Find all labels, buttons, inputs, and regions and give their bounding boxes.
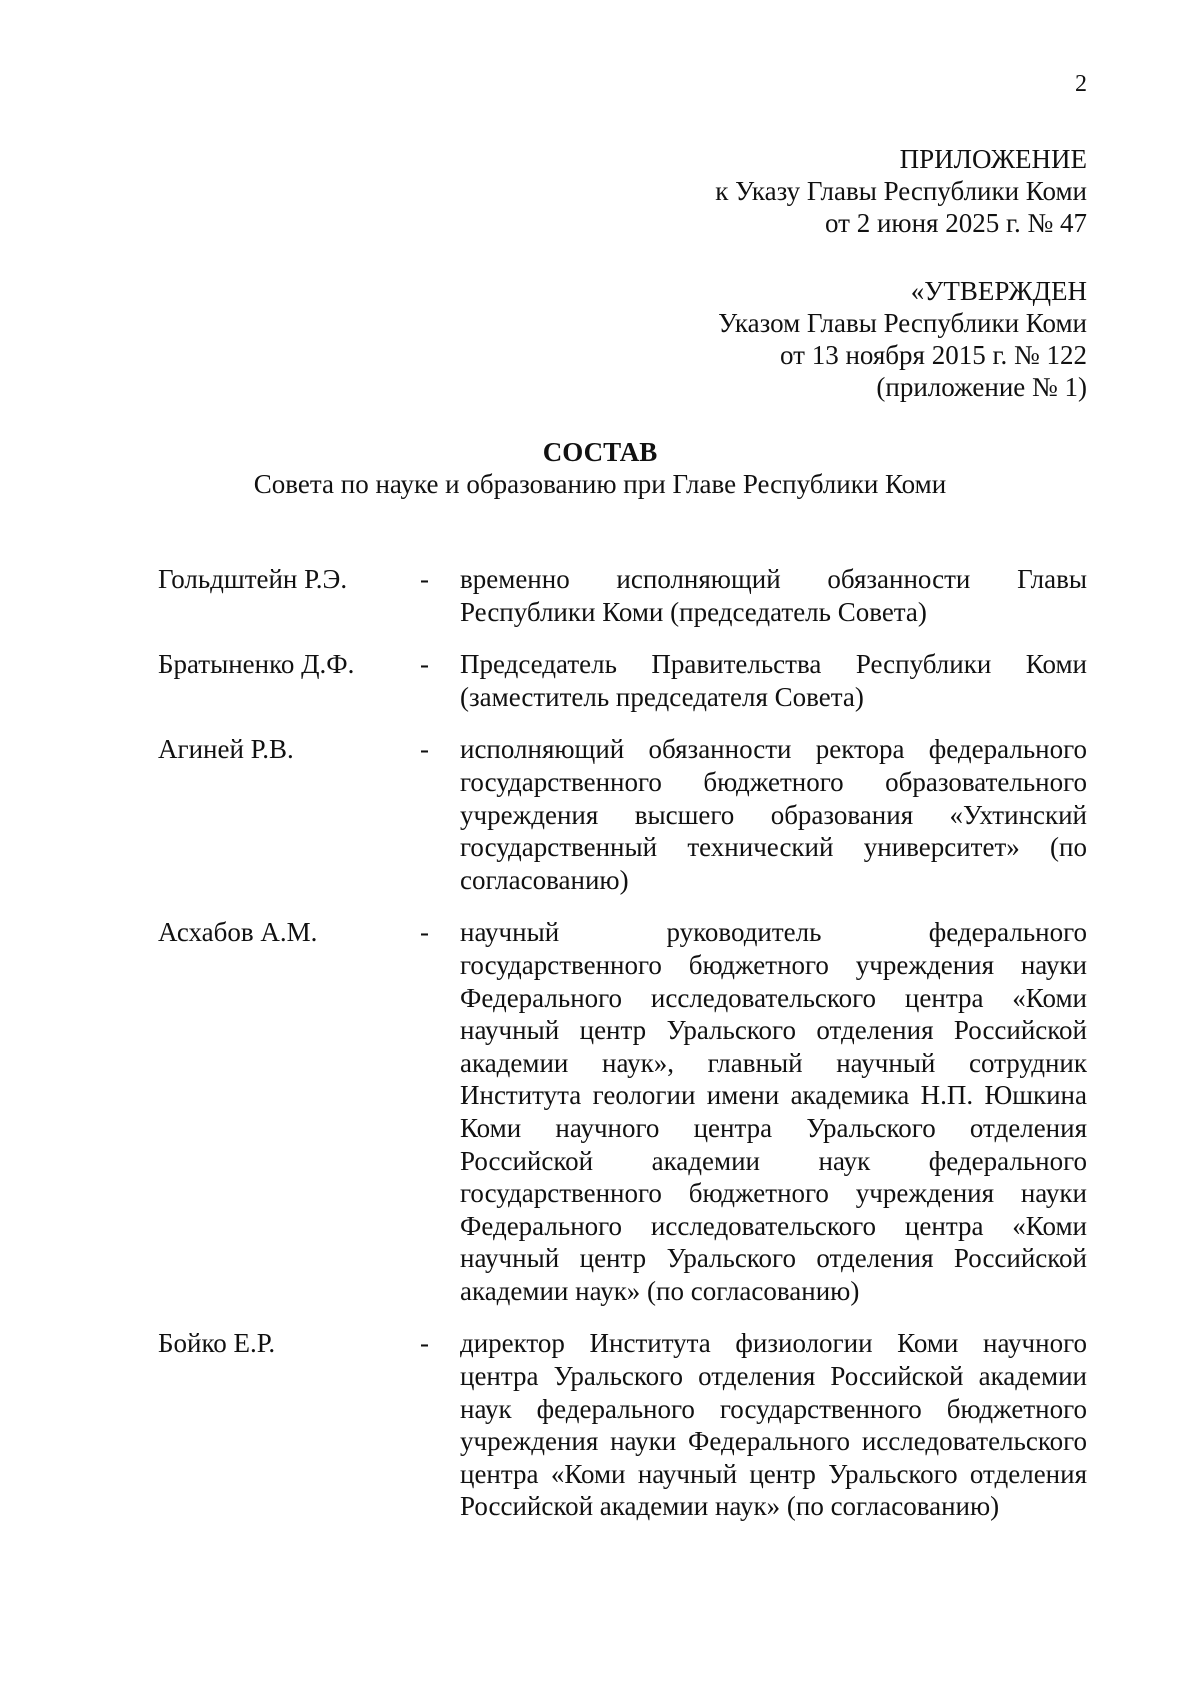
member-dash: - — [420, 1328, 429, 1359]
members-list — [158, 563, 1087, 1543]
member-name: Асхабов А.М. — [158, 917, 318, 948]
member-name: Бойко Е.Р. — [158, 1328, 276, 1359]
member-row — [158, 563, 1087, 628]
document-subtitle: Совета по науке и образованию при Главе Республики Коми — [253, 469, 947, 499]
approved-label: «УТВЕРЖДЕН — [910, 276, 1087, 306]
member-role: исполняющий обязанности ректора федерального государственного бюджетного образовательного учреждения высшего образования «Ухтинский государственный технический университет» (по согласованию) — [460, 734, 1087, 895]
member-role: Председатель Правительства Республики Коми (заместитель председателя Совета) — [460, 649, 1087, 712]
appendix-decree-ref: к Указу Главы Республики Коми — [715, 176, 1087, 206]
approved-decree-ref: Указом Главы Республики Коми — [718, 308, 1087, 338]
document-heading — [0, 436, 1200, 500]
member-dash: - — [420, 734, 429, 765]
approved-appendix-ref: (приложение № 1) — [876, 372, 1087, 402]
member-name: Братыненко Д.Ф. — [158, 649, 355, 680]
appendix-block — [715, 143, 1087, 239]
member-row — [158, 648, 1087, 713]
member-role: научный руководитель федерального государственного бюджетного учреждения науки Федерального исследовательского центра «Коми научный центр Уральского отделения Российской академии наук», главный научный сотрудник Института геологии имени академика Н.П. Юшкина Коми научного центра Уральского отделения Российской академии наук федерального государственного бюджетного учреждения науки Федерального исследовательского центра «Коми научный центр Уральского отделения Российской академии наук» (по согласованию) — [460, 917, 1087, 1306]
member-row — [158, 916, 1087, 1307]
page-number: 2 — [1075, 71, 1087, 97]
approved-decree-date: от 13 ноября 2015 г. № 122 — [780, 340, 1087, 370]
member-name: Агиней Р.В. — [158, 734, 294, 765]
member-name: Гольдштейн Р.Э. — [158, 564, 348, 594]
member-dash: - — [420, 564, 429, 594]
member-dash: - — [420, 917, 429, 948]
approved-block — [718, 275, 1087, 403]
member-row — [158, 1327, 1087, 1523]
document-title: СОСТАВ — [542, 437, 658, 467]
member-role: директор Института физиологии Коми научного центра Уральского отделения Российской академии наук федерального государственного бюджетного учреждения науки Федерального исследовательского центра «Коми научный центр Уральского отделения Российской академии наук» (по согласованию) — [460, 1328, 1087, 1522]
member-row — [158, 733, 1087, 896]
appendix-decree-date: от 2 июня 2025 г. № 47 — [825, 208, 1087, 238]
member-dash: - — [420, 649, 429, 680]
member-role: временно исполняющий обязанности Главы Республики Коми (председатель Совета) — [460, 564, 1087, 627]
appendix-label: ПРИЛОЖЕНИЕ — [899, 144, 1087, 174]
